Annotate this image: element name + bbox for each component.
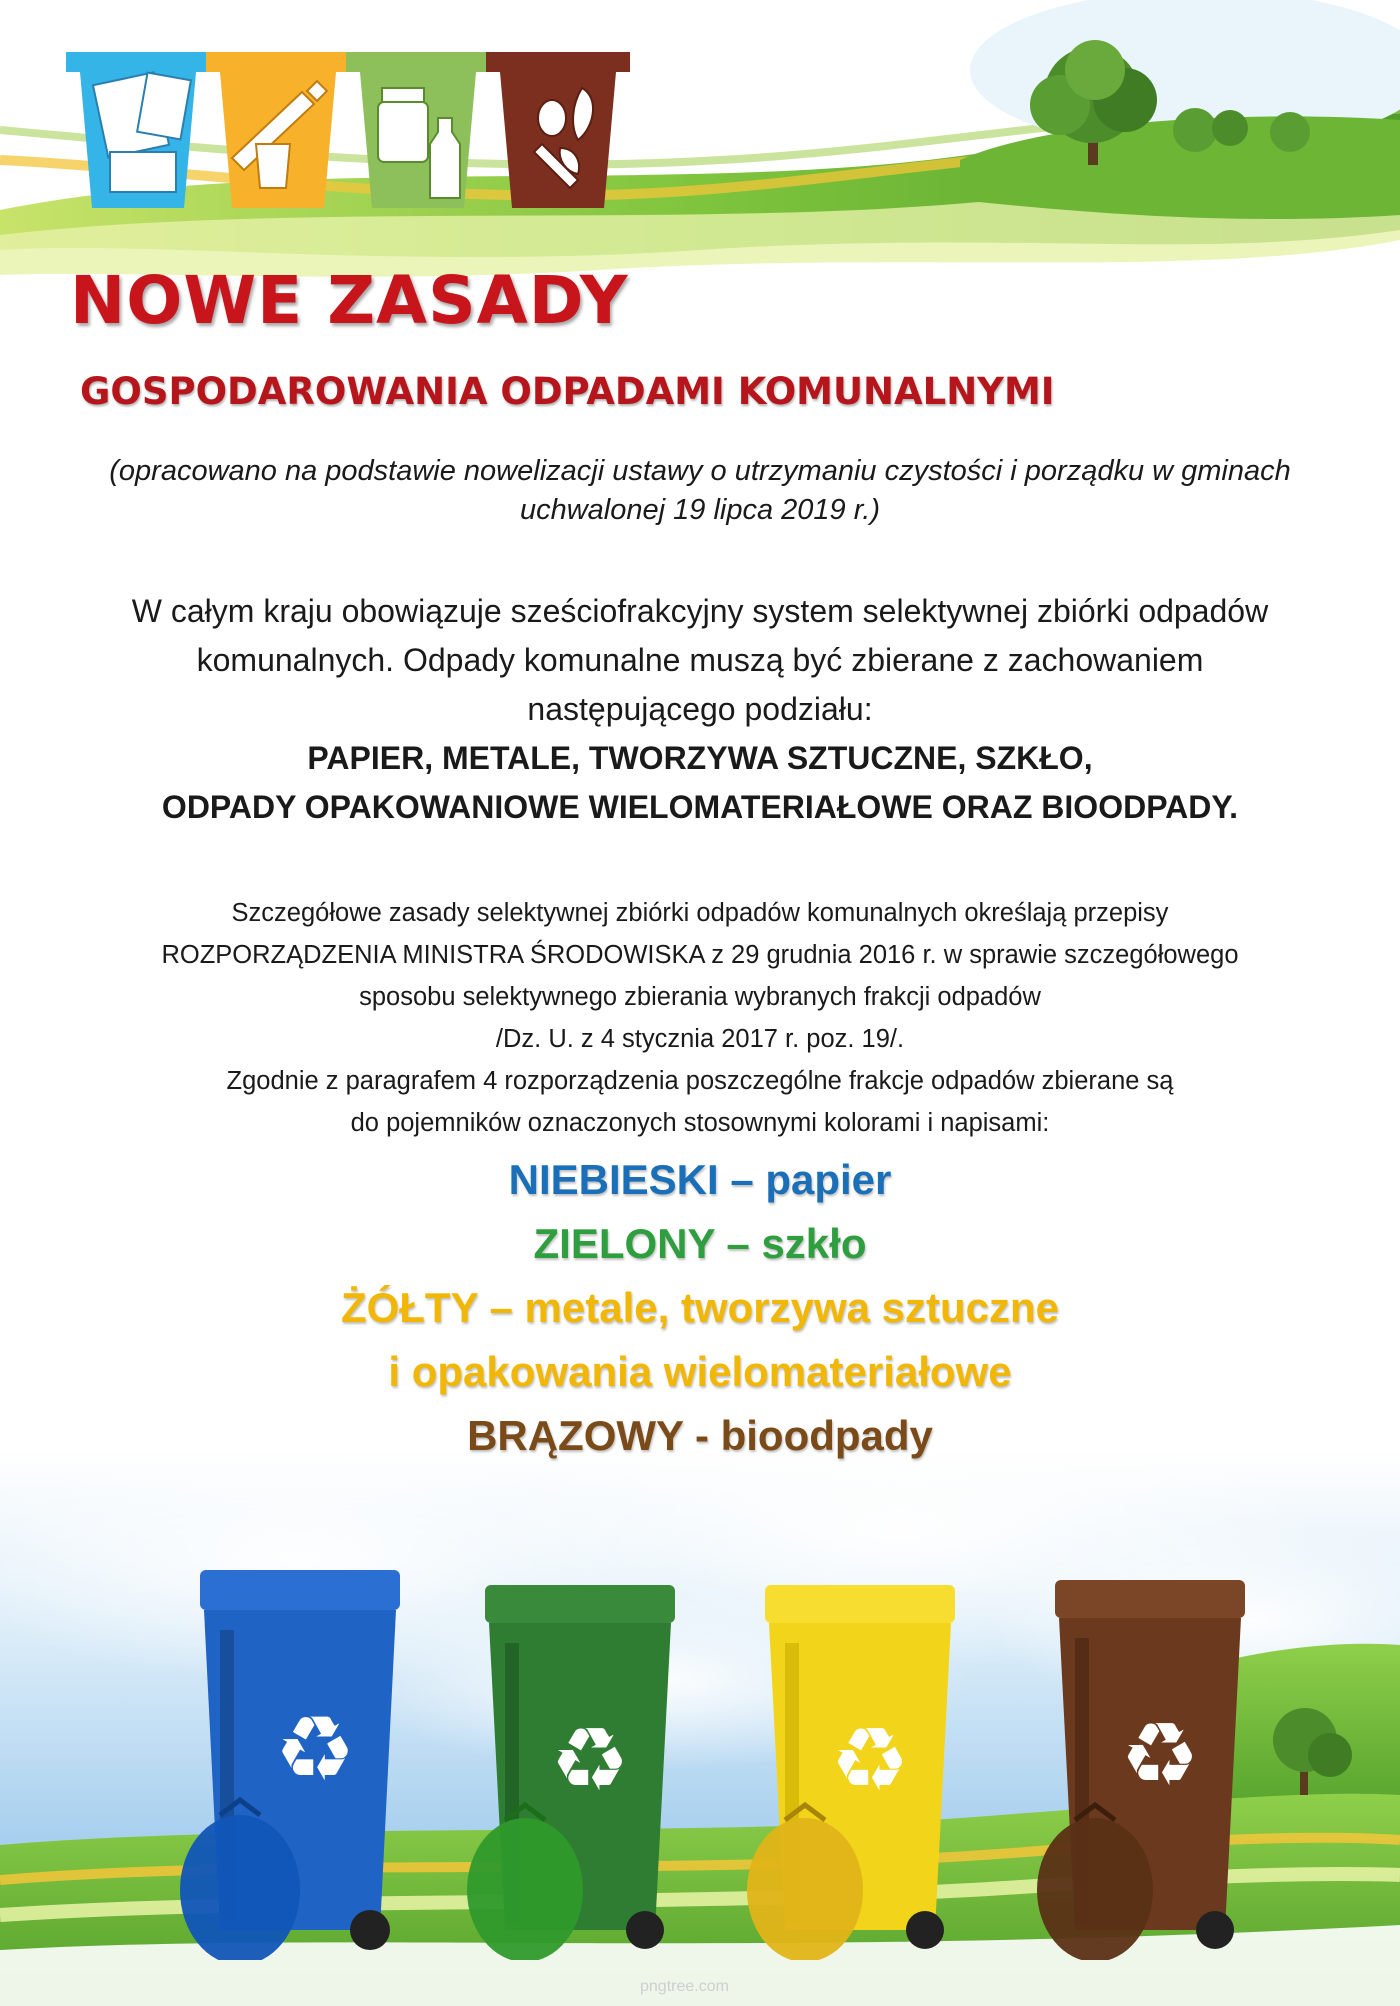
recycle-icon — [551, 1708, 630, 1811]
intro-line: komunalnych. Odpady komunalne muszą być zbierane z zachowaniem — [196, 642, 1204, 678]
recycle-icon — [275, 1697, 356, 1802]
legal-note — [40, 452, 1360, 530]
regulation-line: Zgodnie z paragrafem 4 rozporządzenia poszczególne frakcje odpadów zbierane są — [226, 1067, 1174, 1095]
svg-text:♻: ♻ — [274, 1697, 356, 1802]
svg-text:♻: ♻ — [830, 1708, 910, 1811]
rule-yellow-continued: i opakowania wielomateriałowe — [388, 1348, 1012, 1395]
intro-line: W całym kraju obowiązuje sześciofrakcyjny system selektywnej zbiórki odpadów — [131, 593, 1269, 629]
rule-brown: BRĄZOWY - bioodpady — [467, 1412, 933, 1459]
rule-yellow: ŻÓŁTY – metale, tworzywa sztuczne — [340, 1284, 1060, 1331]
page-title: NOWE ZASADY — [70, 262, 629, 339]
color-rules — [0, 1148, 1400, 1468]
rule-green: ZIELONY – szkło — [533, 1220, 867, 1267]
regulation-line: do pojemników oznaczonych stosownymi kolorami i napisami: — [350, 1109, 1050, 1137]
green-bin — [465, 1585, 705, 1960]
regulation-line: ROZPORZĄDZENIA MINISTRA ŚRODOWISKA z 29 grudnia 2016 r. w sprawie szczegółowego — [161, 941, 1239, 969]
fractions-line: PAPIER, METALE, TWORZYWA SZTUCZNE, SZKŁO, — [307, 740, 1093, 776]
brown-bin — [1035, 1580, 1275, 1960]
regulation-line: Szczegółowe zasady selektywnej zbiórki odpadów komunalnych określają przepisy — [231, 899, 1169, 927]
legal-note-line: (opracowano na podstawie nowelizacji ustawy o utrzymaniu czystości i porządku w gminach — [109, 455, 1291, 487]
regulation-paragraph — [40, 892, 1360, 1144]
watermark: pngtree.com — [640, 1978, 729, 1995]
rule-blue: NIEBIESKI – papier — [508, 1156, 892, 1203]
intro-line: następującego podziału: — [527, 691, 873, 727]
blue-bin — [180, 1570, 430, 1960]
paper-bin-icon — [62, 48, 214, 214]
svg-text:♻: ♻ — [550, 1708, 630, 1811]
bio-bin-icon — [482, 48, 634, 214]
intro-paragraph — [40, 587, 1360, 832]
plastic-bin-icon — [202, 48, 354, 214]
glass-bin-icon — [342, 48, 494, 214]
yellow-bin — [745, 1585, 985, 1960]
recycle-icon — [1121, 1703, 1200, 1806]
regulation-line: /Dz. U. z 4 stycznia 2017 r. poz. 19/. — [495, 1025, 905, 1053]
legal-note-line: uchwalonej 19 lipca 2019 r.) — [519, 494, 881, 526]
page-subtitle: GOSPODAROWANIA ODPADAMI KOMUNALNYMI — [80, 370, 1055, 413]
regulation-line: sposobu selektywnego zbierania wybranych frakcji odpadów — [359, 983, 1041, 1011]
svg-text:♻: ♻ — [1120, 1703, 1200, 1806]
fractions-line: ODPADY OPAKOWANIOWE WIELOMATERIAŁOWE ORAZ BIOODPADY. — [161, 789, 1239, 825]
recycle-icon — [831, 1708, 910, 1811]
